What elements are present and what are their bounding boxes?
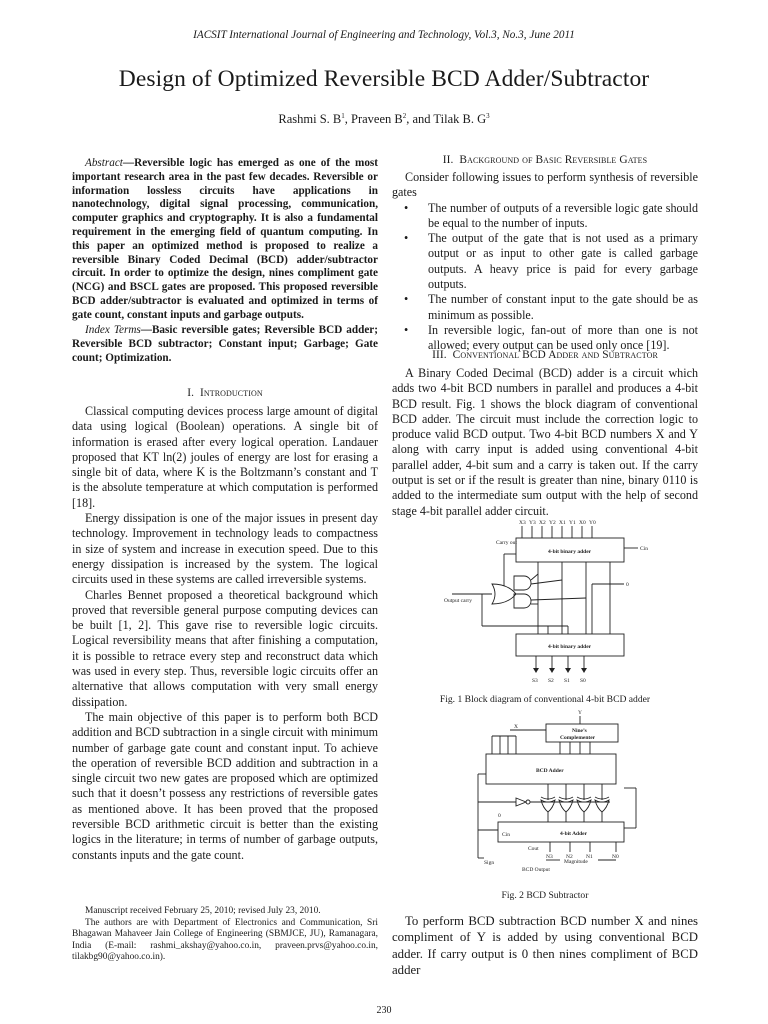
fig1-sum-label: S0 (580, 678, 586, 684)
footnote (72, 906, 378, 964)
intro-paragraph-2: Energy dissipation is one of the major issues in present day technology. Improvement in technology leads to compactness in size of system and increase in execution speed. Due to this energy dissipation is increased by the system. The logical circuits used in these systems are called irreversible systems. (72, 511, 378, 587)
section-2-heading (392, 153, 698, 168)
fig2-x-label: X (514, 724, 518, 730)
fig2-bcd-adder-label: BCD Adder (536, 768, 564, 774)
fig2-out-label: N0 (612, 854, 619, 860)
author-1-sup: 1 (341, 112, 345, 120)
index-terms-text: —Basic reversible gates; Reversible BCD adder; Reversible BCD subtractor; Constant input; Garbage; Gate count; Optimization. (72, 324, 378, 364)
section-1-number: I. (187, 387, 195, 399)
fig1-sum-label: S2 (548, 678, 554, 684)
author-3: , and Tilak B. G (406, 112, 487, 126)
section-2-number: II. (442, 154, 454, 166)
fig2-complementer-label: Complementer (560, 735, 596, 741)
list-item: • The number of constant input to the gate should be as minimum as possible. (404, 292, 698, 322)
fig1-input-label: Y2 (549, 520, 556, 526)
page-number: 230 (376, 1005, 392, 1016)
fig1-input-label: X1 (559, 520, 566, 526)
section-2-body (392, 170, 698, 354)
fig1-zero-label: 0 (626, 582, 629, 588)
author-3-sup: 3 (486, 112, 490, 120)
paper-title: Design of Optimized Reversible BCD Adder/Subtractor (118, 66, 650, 92)
fig2-sign-label: Sign (484, 860, 495, 866)
fig1-input-label: X0 (579, 520, 586, 526)
index-terms (72, 324, 378, 365)
requirements-list (392, 201, 698, 354)
index-terms-label: Index Terms (85, 324, 141, 336)
fig2-bcd-output-label: BCD Output (522, 867, 550, 873)
section-3-heading (392, 348, 698, 363)
figure-2-caption: Fig. 2 BCD Subtractor (501, 890, 589, 901)
intro-paragraph-4: The main objective of this paper is to perform both BCD addition and BCD subtraction in a single circuit with minimum number of garbage gate count and constant input. To achieve the operation of reversible BCD addition and subtraction in a single circuit two new gates are proposed which are optimized such that it doesn’t possess any restrictions of reversible gates as mentioned above. It has been proved that the proposed reversible BCD arithmetic circuit is better than the existing logics in the literature; in terms of number of garbage outputs, constants inputs and the gate count. (72, 709, 378, 862)
section-1-title: Introduction (199, 387, 263, 399)
list-item: • The output of the gate that is not used as a primary output or as input to other gate is called garbage outputs. A heavy price is paid for every garbage outputs. (404, 231, 698, 292)
journal-header: IACSIT International Journal of Engineering and Technology, Vol.3, No.3, June 2011 (193, 29, 575, 41)
section-2-title: Background of Basic Reversible Gates (459, 154, 648, 166)
figure-1-caption: Fig. 1 Block diagram of conventional 4-bit BCD adder (439, 694, 651, 705)
abstract-label: Abstract (85, 157, 123, 169)
fig2-out-label: N3 (546, 854, 553, 860)
list-item: • In reversible logic, fan-out of more than one is not allowed; every output can be used only once [19]. (404, 322, 698, 353)
fig2-y-label: Y (578, 710, 582, 716)
section-1-body (72, 404, 378, 863)
author-1: Rashmi S. B (278, 112, 342, 126)
fig1-carry-out-label: Carry out (496, 540, 517, 546)
bullet-icon: • (404, 322, 409, 337)
section-3-title: Conventional BCD Adder and Subtractor (452, 349, 658, 361)
footnote-received: Manuscript received February 25, 2010; revised July 23, 2010. (85, 906, 321, 916)
fig2-magnitude-label: Magnitude (564, 859, 588, 865)
bullet-icon: • (404, 292, 409, 307)
fig2-cout-label: Cout (528, 846, 539, 852)
abstract (72, 157, 378, 323)
fig1-sum-label: S3 (532, 678, 538, 684)
footnote-affiliation: The authors are with Department of Electronics and Communication, Sri Bhagawan Mahaveer Jain College of Engineering (SBMJCE, JU), Ramanagara, India (E-mail: rashmi_akshay@yahoo.co.in, praveen.prvs@yahoo.co.in, tilakbg90@yahoo.co.in). (72, 917, 378, 963)
fig1-input-label: Y0 (589, 520, 596, 526)
section-3-number: III. (432, 349, 447, 361)
fig1-sum-label: S1 (564, 678, 570, 684)
fig2-out-label: N2 (566, 854, 573, 860)
section-3-paragraph-2: To perform BCD subtraction BCD number X and nines compliment of Y is added by using conventional BCD adder. If carry output is 0 then nines compliment of BCD adder (392, 914, 698, 978)
section-3-paragraph-1: A Binary Coded Decimal (BCD) adder is a circuit which adds two 4-bit BCD numbers in parallel and produces a 4-bit BCD result. Fig. 1 shows the block diagram of conventional BCD adder. The circuit must include the correction logic to produce valid BCD output. Two 4-bit BCD numbers X and Y along with carry input is added using conventional 4-bit parallel adder, 4-bit sum and a carry is taken out. If the carry output is set or if the result is greater than nine, binary 0110 is added to the intermediate sum output with the help of second stage 4-bit parallel adder circuit. (392, 366, 698, 518)
or-gate (492, 584, 516, 604)
fig1-input-label: Y3 (529, 520, 536, 526)
fig1-output-carry-label: Output carry (444, 598, 472, 604)
fig2-nines-label: Nine’s (572, 728, 587, 734)
section-2-intro: Consider following issues to perform synthesis of reversible gates (392, 170, 698, 200)
fig2-cin-label: Cin (502, 832, 510, 838)
bullet-icon: • (404, 200, 409, 215)
list-item: • The number of outputs of a reversible logic gate should be equal to the number of inputs. (404, 200, 698, 230)
intro-paragraph-1: Classical computing devices process large amount of digital data using logical (Boolean) operations. A single bit of information is erased after every logical operation. Landauer proposed that KT ln(2) joules of energy are lost for erasing a single bit of data, where K is the Boltzmann’s constant and T is the absolute temperature at which computation is performed [18]. (72, 404, 378, 510)
bullet-icon: • (404, 231, 409, 246)
figure-1-bcd-adder-diagram (442, 514, 672, 686)
and-gate-1 (514, 576, 531, 590)
inverter (516, 798, 526, 806)
fig1-cin-label: Cin (640, 546, 648, 552)
fig1-adder-1-label: 4-bit binary adder (548, 549, 592, 555)
fig1-adder-2-label: 4-bit binary adder (548, 644, 592, 650)
author-2: , Praveen B (344, 112, 403, 126)
section-1-heading (72, 386, 378, 401)
intro-paragraph-3: Charles Bennet proposed a theoretical background which proved that reversible general purpose computing devices can be built [1, 2]. This gave rise to reversible logic circuits. Logical reversibility means that after finishing a computation, it is possible to retrace every step and reconstruct data which was used in every step. Thus, reversible logic circuits offer an alternative that allows computation with very small energy dissipation. (72, 587, 378, 709)
fig2-adder4-label: 4-bit Adder (560, 831, 588, 837)
author-2-sup: 2 (402, 112, 407, 120)
fig2-zero-label: 0 (498, 813, 501, 819)
and-gate-2 (514, 594, 531, 608)
figure-2-bcd-subtractor-diagram (450, 708, 650, 878)
fig1-input-label: X2 (539, 520, 546, 526)
fig2-out-label: N1 (586, 854, 593, 860)
fig1-input-label: Y1 (569, 520, 576, 526)
abstract-text: —Reversible logic has emerged as one of the most important research area in the past few decades. Reversible or information lossless circuits have applications in nanotechnology, digital signal processing, communication, computer graphics and cryptography. It is also a fundamental requirement in the emerging field of quantum computing. In this paper an optimized method is proposed to realize a reversible Binary Coded Decimal (BCD) adder/subtractor circuit. In order to optimize the design, nines compliment gate (NCG) and BSCL gates are proposed. This proposed reversible BCD adder/subtractor is evaluated and optimized in terms of gate count, constant inputs and garbage outputs. (72, 157, 378, 321)
fig1-input-label: X3 (519, 520, 526, 526)
author-line (0, 112, 768, 127)
